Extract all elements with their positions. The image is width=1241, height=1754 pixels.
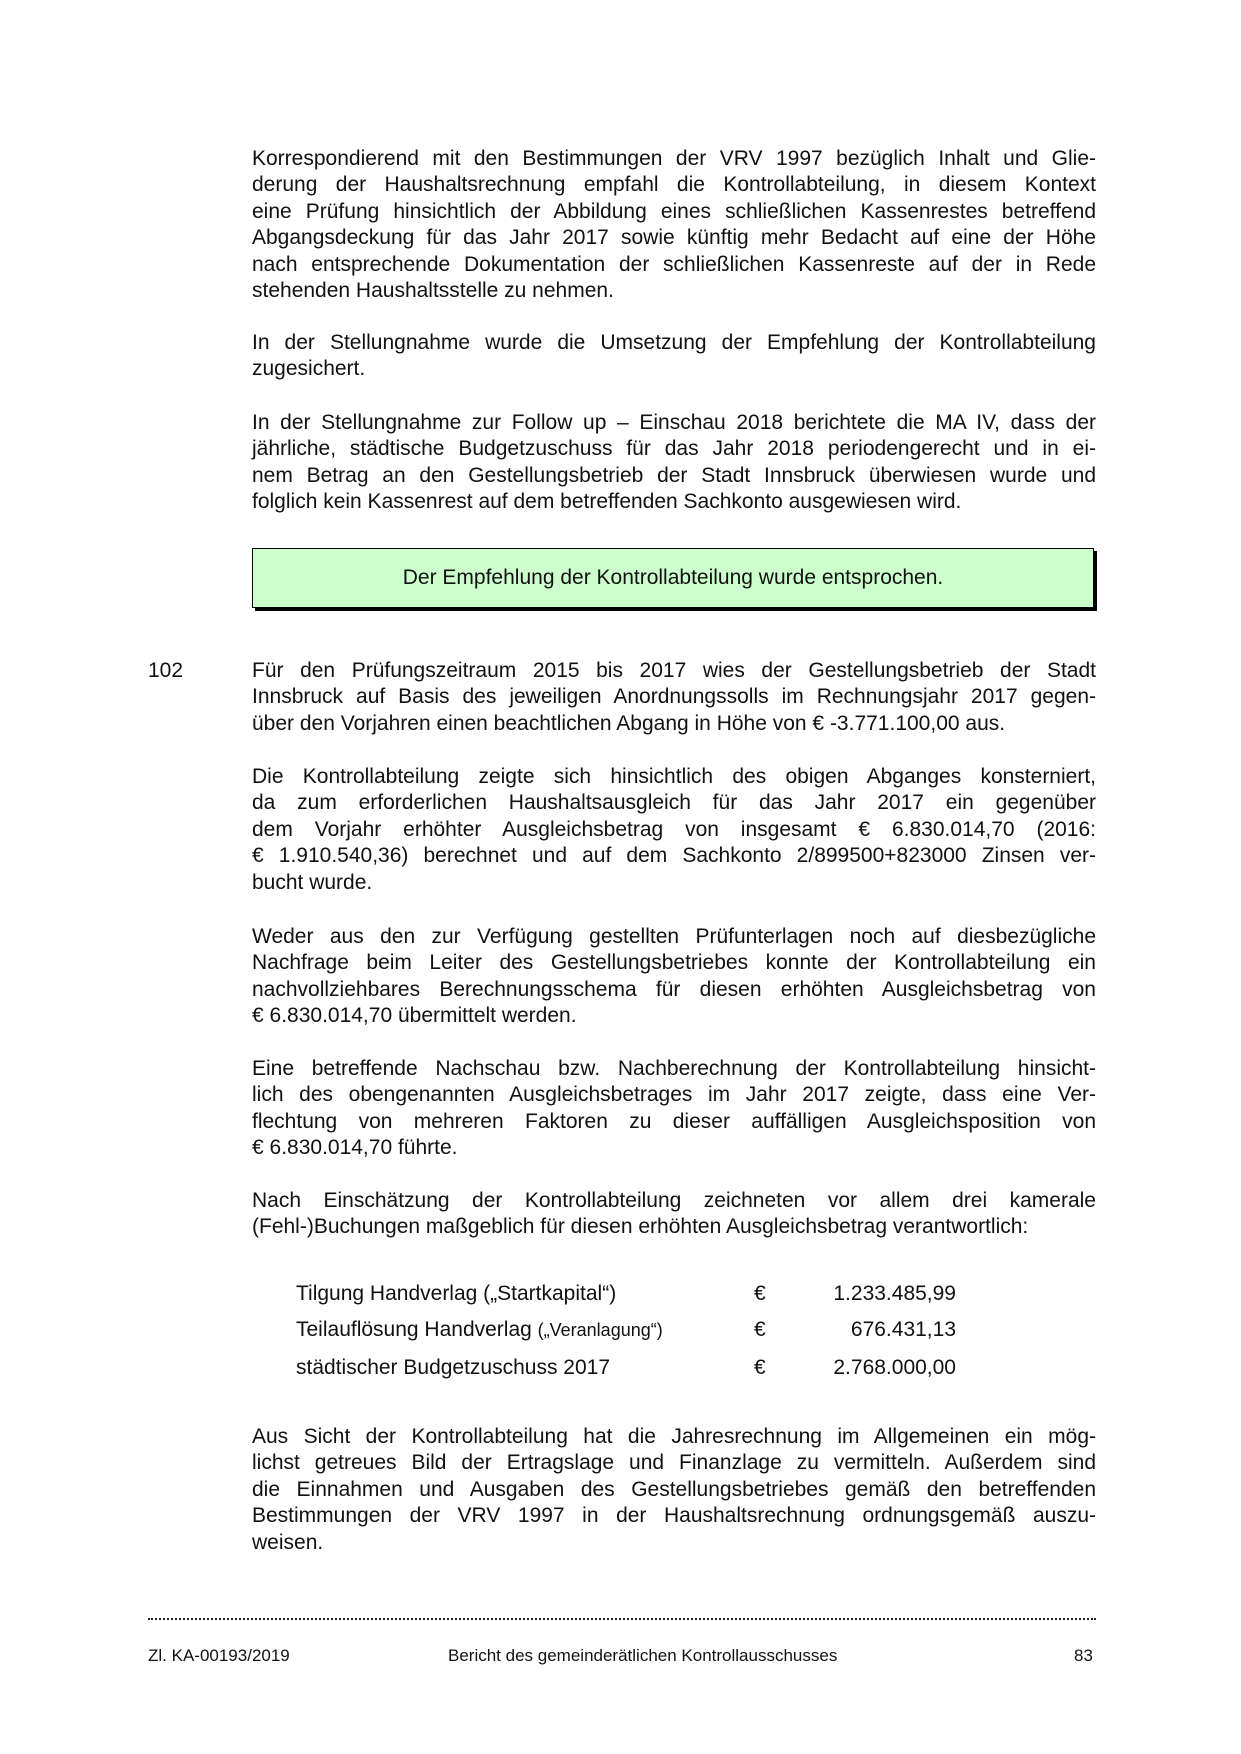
text-line: Nach Einschätzung der Kontrollabteilung zeichneten vor allem drei kamerale <box>252 1189 1096 1212</box>
currency-symbol: € <box>754 1318 766 1341</box>
text-line: Nachfrage beim Leiter des Gestellungsbetriebes konnte der Kontrollabteilung ein <box>252 951 1096 975</box>
footer-page-number: 83 <box>1074 1646 1093 1665</box>
text-line: dem Vorjahr erhöhter Ausgleichsbetrag von insgesamt € 6.830.014,70 (2016: <box>252 817 1096 841</box>
currency-symbol: € <box>754 1356 766 1379</box>
text-line: zugesichert. <box>252 357 366 381</box>
text-line: jährliche, städtische Budgetzuschuss für das Jahr 2018 periodengerecht und in ei- <box>252 437 1096 461</box>
footer-divider <box>148 1612 1096 1620</box>
paragraph-recalculation <box>252 1056 1096 1162</box>
paragraph-deficit <box>252 658 1096 737</box>
booking-label-text: Teilauflösung Handverlag <box>296 1318 538 1341</box>
text-line: Eine betreffende Nachschau bzw. Nachberechnung der Kontrollabteilung hinsicht- <box>252 1057 1096 1080</box>
text-line: bucht wurde. <box>252 870 373 894</box>
text-line: flechtung von mehreren Faktoren zu dieser auffälligen Ausgleichsposition von <box>252 1109 1096 1133</box>
text-line: die Einnahmen und Ausgaben des Gestellungsbetriebes gemäß den betreffenden <box>252 1477 1096 1501</box>
table-row <box>296 1356 956 1390</box>
paragraph-missing-schema <box>252 924 1096 1030</box>
booking-label <box>296 1356 610 1380</box>
text-line: eine Prüfung hinsichtlich der Abbildung eines schließlichen Kassenrestes betreffend <box>252 199 1096 223</box>
text-line: da zum erforderlichen Haushaltsausgleich für das Jahr 2017 ein gegenüber <box>252 791 1096 815</box>
text-line: lichst getreues Bild der Ertragslage und Finanzlage zu vermitteln. Außerdem sind <box>252 1451 1096 1475</box>
result-callout-box <box>252 548 1094 608</box>
footer-reference: Zl. KA-00193/2019 <box>148 1646 290 1665</box>
paragraph-balance-amount <box>252 764 1096 896</box>
booking-label-text: städtischer Budgetzuschuss 2017 <box>296 1356 611 1379</box>
text-line: In der Stellungnahme wurde die Umsetzung der Empfehlung der Kontrollabteilung <box>252 331 1096 354</box>
paragraph-follow-up <box>252 410 1096 516</box>
currency-symbol: € <box>754 1282 766 1305</box>
section-number: 102 <box>148 659 184 682</box>
text-line: € 6.830.014,70 führte. <box>252 1136 458 1160</box>
table-row <box>296 1318 956 1352</box>
text-line: derung der Haushaltsrechnung empfahl die Kontrollabteilung, in diesem Kontext <box>252 173 1096 197</box>
text-line: Abgangsdeckung für das Jahr 2017 sowie künftig mehr Bedacht auf eine der Höhe <box>252 226 1096 250</box>
text-line: Für den Prüfungszeitraum 2015 bis 2017 wies der Gestellungsbetrieb der Stadt <box>252 659 1096 682</box>
paragraph-statement <box>252 330 1096 383</box>
text-line: (Fehl-)Buchungen maßgeblich für diesen erhöhten Ausgleichsbetrag verantwortlich: <box>252 1215 1029 1239</box>
booking-amount: 2.768.000,00 <box>833 1356 956 1379</box>
text-line: Aus Sicht der Kontrollabteilung hat die Jahresrechnung im Allgemeinen ein mög- <box>252 1425 1096 1448</box>
booking-amount: 1.233.485,99 <box>833 1282 956 1305</box>
text-line: lich des obengenannten Ausgleichsbetrages im Jahr 2017 zeigte, dass eine Ver- <box>252 1083 1096 1107</box>
booking-label-text: Tilgung Handverlag („Startkapital“) <box>296 1282 617 1305</box>
text-line: folglich kein Kassenrest auf dem betreffenden Sachkonto ausgewiesen wird. <box>252 490 962 514</box>
text-line: Korrespondierend mit den Bestimmungen der VRV 1997 bezüglich Inhalt und Glie- <box>252 147 1096 170</box>
text-line: Innsbruck auf Basis des jeweiligen Anordnungssolls im Rechnungsjahr 2017 gegen- <box>252 685 1096 709</box>
paragraph-recommendation <box>252 146 1096 304</box>
text-line: stehenden Haushaltsstelle zu nehmen. <box>252 279 614 303</box>
table-row <box>296 1282 956 1316</box>
booking-label <box>296 1318 663 1342</box>
paragraph-bookings-intro <box>252 1188 1096 1241</box>
booking-label-note: („Veranlagung“) <box>537 1320 663 1340</box>
text-line: nem Betrag an den Gestellungsbetrieb der Stadt Innsbruck überwiesen wurde und <box>252 463 1096 487</box>
text-line: Weder aus den zur Verfügung gestellten Prüfunterlagen noch auf diesbezügliche <box>252 925 1096 948</box>
text-line: € 6.830.014,70 übermittelt werden. <box>252 1004 577 1028</box>
text-line: € 1.910.540,36) berechnet und auf dem Sachkonto 2/899500+823000 Zinsen ver- <box>252 844 1096 868</box>
text-line: Die Kontrollabteilung zeigte sich hinsichtlich des obigen Abganges konsterniert, <box>252 765 1096 788</box>
text-line: nachvollziehbares Berechnungsschema für diesen erhöhten Ausgleichsbetrag von <box>252 977 1096 1001</box>
text-line: über den Vorjahren einen beachtlichen Abgang in Höhe von € -3.771.100,00 aus. <box>252 711 1006 735</box>
text-line: nach entsprechende Dokumentation der schließlichen Kassenreste auf der in Rede <box>252 252 1096 276</box>
text-line: In der Stellungnahme zur Follow up – Einschau 2018 berichtete die MA IV, dass der <box>252 411 1096 434</box>
booking-amount: 676.431,13 <box>850 1318 956 1341</box>
footer-title: Bericht des gemeinderätlichen Kontrollausschusses <box>448 1646 838 1665</box>
text-line: weisen. <box>252 1530 324 1554</box>
paragraph-conclusion <box>252 1424 1096 1556</box>
booking-label <box>296 1282 616 1306</box>
result-callout-text: Der Empfehlung der Kontrollabteilung wurde entsprochen. <box>402 566 944 589</box>
text-line: Bestimmungen der VRV 1997 in der Haushaltsrechnung ordnungsgemäß auszu- <box>252 1504 1096 1528</box>
